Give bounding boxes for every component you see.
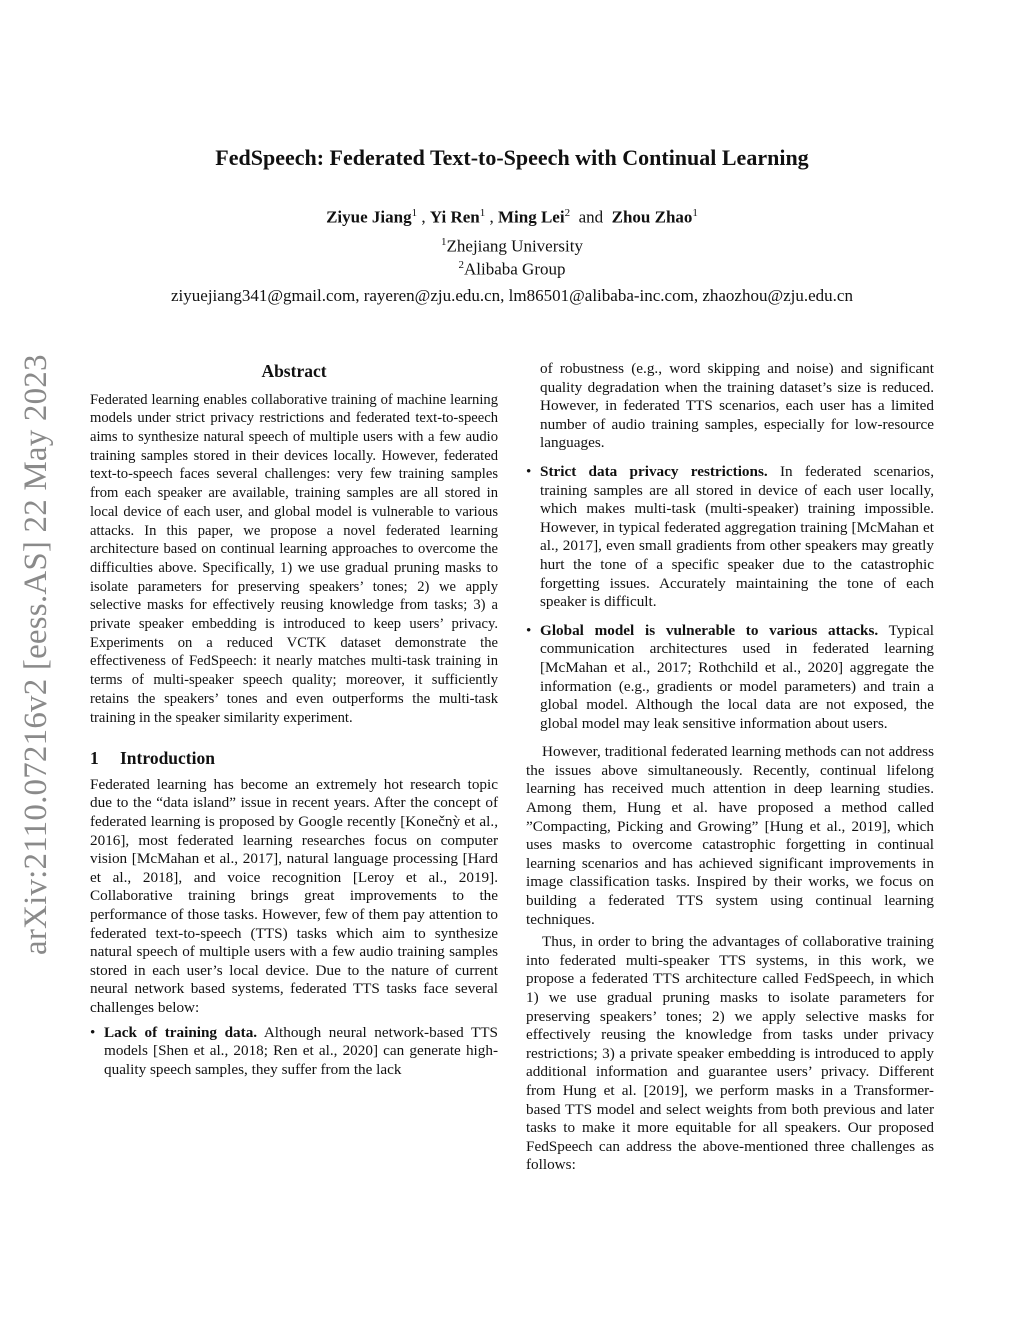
author-separator: , <box>421 207 426 227</box>
left-column <box>90 360 498 1079</box>
section-title: Introduction <box>120 748 215 769</box>
affiliation-name: Zhejiang University <box>446 236 583 256</box>
intro-paragraph: Federated learning has become an extremely hot research topic due to the “data island” issue in recent years. After the concept of federated learning is proposed by Google recently [Konečnỳ et al., 2016], most federated learning researches focus on computer vision [McMahan et al., 2017], natural language processing [Hard et al., 2018], and voice recognition [Leroy et al., 2019]. Collaborative training brings great improvements to the performance of those tasks. However, few of them pay attention to federated text-to-speech (TTS) tasks which aim to synthesize natural speech of multiple users with a few audio training samples stored in each user’s local device. Due to the nature of current neural network based systems, federated TTS tasks face several challenges below: <box>90 775 498 1016</box>
author-emails: ziyuejiang341@gmail.com, rayeren@zju.edu.cn, lm86501@alibaba-inc.com, zhaozhou@zju.edu.cn <box>171 286 853 305</box>
bullet-text: In federated scenarios, training samples are all stored in device of each user locally, which makes multi-task (multi-speaker) training impossible. However, in typical federated aggregation training [McMahan et al., 2017], even small gradients from other speakers may greatly hurt the tone of a specific speaker due to the catastrophic forgetting issues. Accurately maintaining the tone of each speaker is difficult. <box>540 462 934 611</box>
bullet-text: Although neural network-based TTS models [Shen et al., 2018; Ren et al., 2020] can generate high-quality speech samples, they suffer from the lack <box>104 1023 498 1078</box>
intro-paragraph: Thus, in order to bring the advantages of collaborative training into federated multi-speaker TTS systems, in this work, we propose a federated TTS architecture called FedSpeech, in which 1) we use gradual pruning masks to isolate parameters for preserving speakers’ tones; 2) we apply selective masks for effectively reusing the knowledge from tasks under privacy restrictions; 3) a private speaker embedding is introduced to apply additional information and guarantee users’ privacy. Different from Hung et al. [2019], we perform masks in a Transformer-based TTS model and select weights from both previous and later tasks to make it more equitable for all speakers. Our proposed FedSpeech can address the above-mentioned three challenges as follows: <box>526 933 934 1174</box>
bullet-mark: • <box>526 621 532 639</box>
right-column <box>526 360 934 1175</box>
author-name: Yi Ren <box>429 207 480 227</box>
affiliation <box>0 259 1024 280</box>
abstract-text: Federated learning enables collaborative training of machine learning models under strict privacy restrictions and federated text-to-speech aims to synthesize natural speech of multiple users with a few audio training samples stored in their devices locally. However, federated text-to-speech faces several challenges: very few training samples from each speaker are available, training samples are all stored in local device of each user, and global model is vulnerable to various attacks. In this paper, we propose a novel federated learning architecture based on continual learning approaches to overcome the difficulties above. Specifically, 1) we use gradual pruning masks to isolate parameters for preserving speakers’ tones; 2) we apply selective masks for effectively reusing knowledge from tasks; 3) a private speaker embedding is introduced to keep users’ privacy. Experiments on a reduced VCTK dataset demonstrate the effectiveness of FedSpeech: it nearly matches multi-task training in terms of multi-speaker speech quality; moreover, it sufficiently retains the speakers’ tones and even outperforms the multi-task training in the speaker similarity experiment. <box>90 391 498 726</box>
affiliation <box>0 236 1024 257</box>
section-number: 1 <box>90 748 99 769</box>
author-and: and <box>578 207 604 227</box>
bullet-mark: • <box>526 462 532 480</box>
arxiv-stamp: arXiv:2110.07216v2 [eess.AS] 22 May 2023 <box>18 354 54 955</box>
bullet-heading: Lack of training data. <box>104 1023 258 1041</box>
author-name: Zhou Zhao <box>611 207 693 227</box>
bullet-continuation <box>526 360 934 453</box>
affiliation-name: Alibaba Group <box>463 259 566 279</box>
affiliation-mark: 1 <box>441 236 447 248</box>
section-heading <box>90 749 498 768</box>
paper-title: FedSpeech: Federated Text-to-Speech with Continual Learning <box>215 145 809 170</box>
abstract-heading: Abstract <box>261 361 327 381</box>
author-affil-mark: 1 <box>692 207 698 219</box>
bullet-item <box>90 1024 498 1080</box>
author-name: Ming Lei <box>497 207 565 227</box>
bullet-heading: Strict data privacy restrictions. <box>540 462 768 480</box>
author-affil-mark: 2 <box>564 207 571 219</box>
author-affil-mark: 1 <box>479 207 486 219</box>
bullet-item <box>526 622 934 734</box>
author-affil-mark: 1 <box>411 207 418 219</box>
author-separator: , <box>489 207 494 227</box>
intro-paragraph: However, traditional federated learning methods can not address the issues above simultaneously. Recently, continual lifelong learning has received much attention in deep learning studies. Among them, Hung et al. have proposed a method called ”Compacting, Picking and Growing” [Hung et al., 2019], which uses masks to overcome catastrophic forgetting in continual learning scenarios and has achieved significant improvements in image classification tasks. Inspired by their works, we focus on building a federated TTS system using continual learning techniques. <box>526 743 934 928</box>
affiliation-mark: 2 <box>458 259 464 271</box>
bullet-heading: Global model is vulnerable to various attacks. <box>540 621 879 639</box>
bullet-item <box>526 463 934 612</box>
bullet-text: of robustness (e.g., word skipping and noise) and significant quality degradation when the training dataset’s size is reduced. However, in federated TTS scenarios, each user has a limited number of audio training samples, especially for low-resource languages. <box>540 360 934 452</box>
author-list <box>0 207 1024 228</box>
bullet-mark: • <box>90 1023 96 1041</box>
bullet-text: Typical communication architectures used in federated learning [McMahan et al., 2017; Rothchild et al., 2020] aggregate the information (e.g., gradients or model parameters) and train a global model. Although the local data are not exposed, the global model may leak sensitive information about users. <box>540 621 934 732</box>
author-name: Ziyue Jiang <box>326 207 412 227</box>
